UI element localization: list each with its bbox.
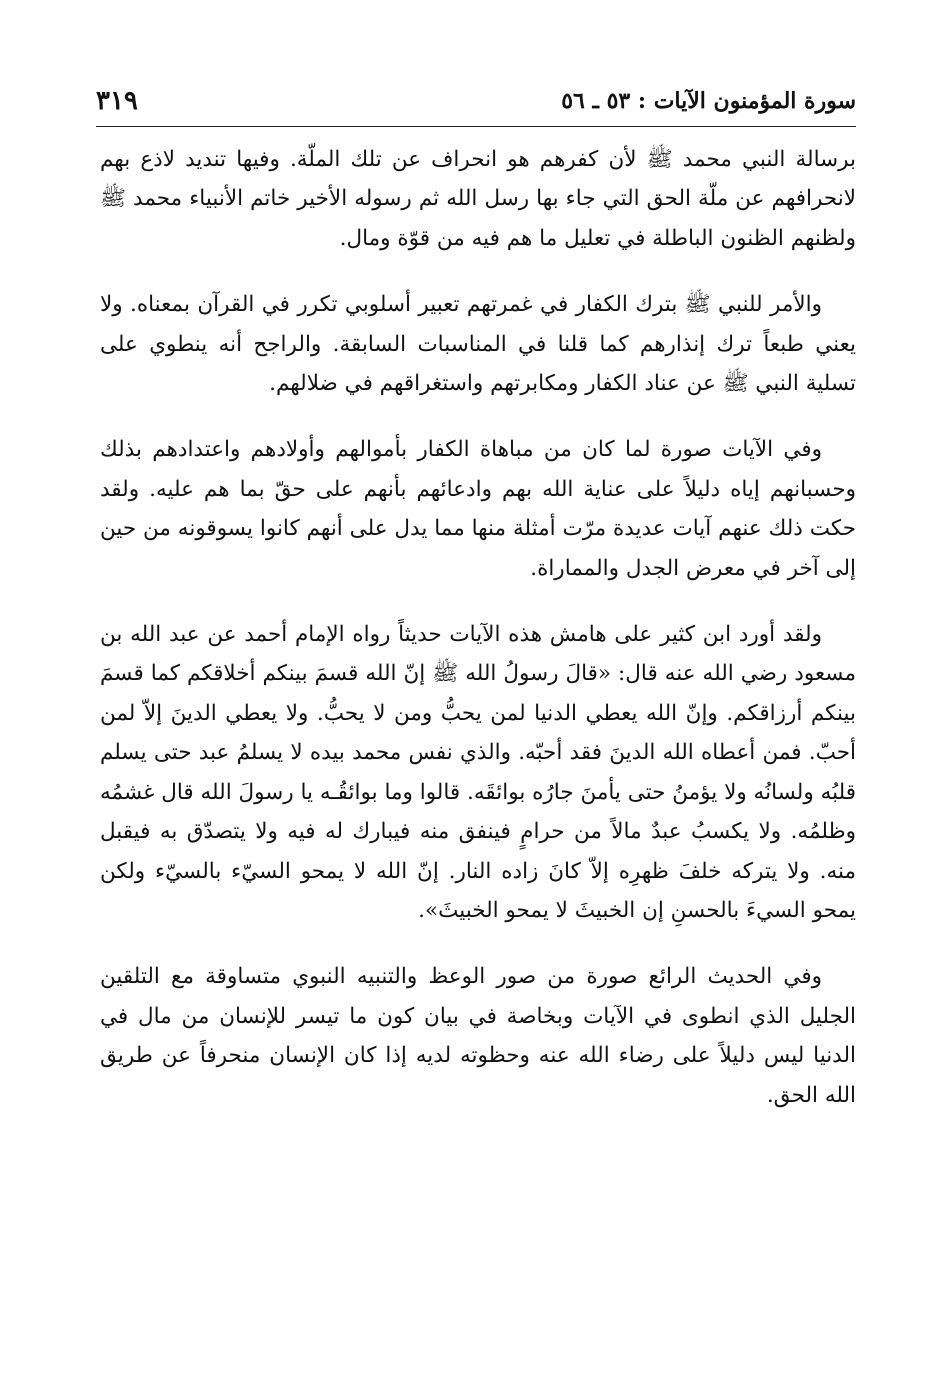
- paragraph: وفي الآيات صورة لما كان من مباهاة الكفار بأموالهم وأولادهم واعتدادهم بذلك وحسبانهم إياه دليلاً على عناية الله بهم وادعائهم بأنهم على حقّ بما هم عليه. ولقد حكت ذلك عنهم آيات عديدة مرّت أمثلة منها مما يدل على أنهم كانوا يسوقونه من حين إلى آخر في معرض الجدل والمماراة.: [100, 437, 856, 581]
- paragraph-continuation: برسالة النبي محمد ﷺ لأن كفرهم هو انحراف عن تلك الملّة. وفيها تنديد لاذع بهم لانحرافهم عن ملّة الحق التي جاء بها رسل الله ثم رسوله الأخير خاتم الأنبياء محمد ﷺ ولظنهم الظنون الباطلة في تعليل ما هم فيه من قوّة ومال.: [100, 147, 856, 251]
- paragraph: والأمر للنبي ﷺ بترك الكفار في غمرتهم تعبير أسلوبي تكرر في القرآن بمعناه. ولا يعني طبعاً ترك إنذارهم كما قلنا في المناسبات السابقة. والراجح أنه ينطوي على تسلية النبي ﷺ عن عناد الكفار ومكابرتهم واستغراقهم في ضلالهم.: [100, 292, 856, 397]
- page-number: ٣١٩: [96, 86, 138, 116]
- paragraph-hadith: ولقد أورد ابن كثير على هامش هذه الآيات حديثاً رواه الإمام أحمد عن عبد الله بن مسعود رضي الله عنه قال: «قالَ رسولُ الله ﷺ إنّ الله قسمَ بينكم أخلاقكم كما قسمَ بينكم أرزاقكم. وإنّ الله يعطي الدنيا لمن يحبُّ ومن لا يحبُّ. ولا يعطي الدينَ إلاّ لمن أحبّ. فمن أعطاه الله الدينَ فقد أحبّه. والذي نفس محمد بيده لا يسلمُ عبد حتى يسلم قلبُه ولسانُه ولا يؤمنُ حتى يأمنَ جارُه بوائقَه. قالوا وما بوائقُـه يا رسولَ الله قال غشمُه وظلمُه. ولا يكسبُ عبدٌ مالاً من حرامٍ فينفق منه فيبارك له فيه ولا يتصدّق به فيقبل منه. ولا يتركه خلفَ ظهرِه إلاّ كانَ زاده النار. إنّ الله لا يمحو السيّء بالسيّء ولكن يمحو السيءَ بالحسنِ إن الخبيثَ لا يمحو الخبيثَ».: [100, 622, 856, 923]
- paragraph: وفي الحديث الرائع صورة من صور الوعظ والتنبيه النبوي متساوقة مع التلقين الجليل الذي انطوى في الآيات وبخاصة في بيان كون ما تيسر للإنسان من مال في الدنيا ليس دليلاً على رضاء الله عنه وحظوته لديه إذا كان الإنسان منحرفاً عن طريق الله الحق.: [100, 964, 856, 1108]
- chapter-title: سورة المؤمنون الآيات : ٥٣ ـ ٥٦: [561, 88, 856, 114]
- body-text: [100, 140, 856, 1115]
- running-header: [96, 86, 856, 127]
